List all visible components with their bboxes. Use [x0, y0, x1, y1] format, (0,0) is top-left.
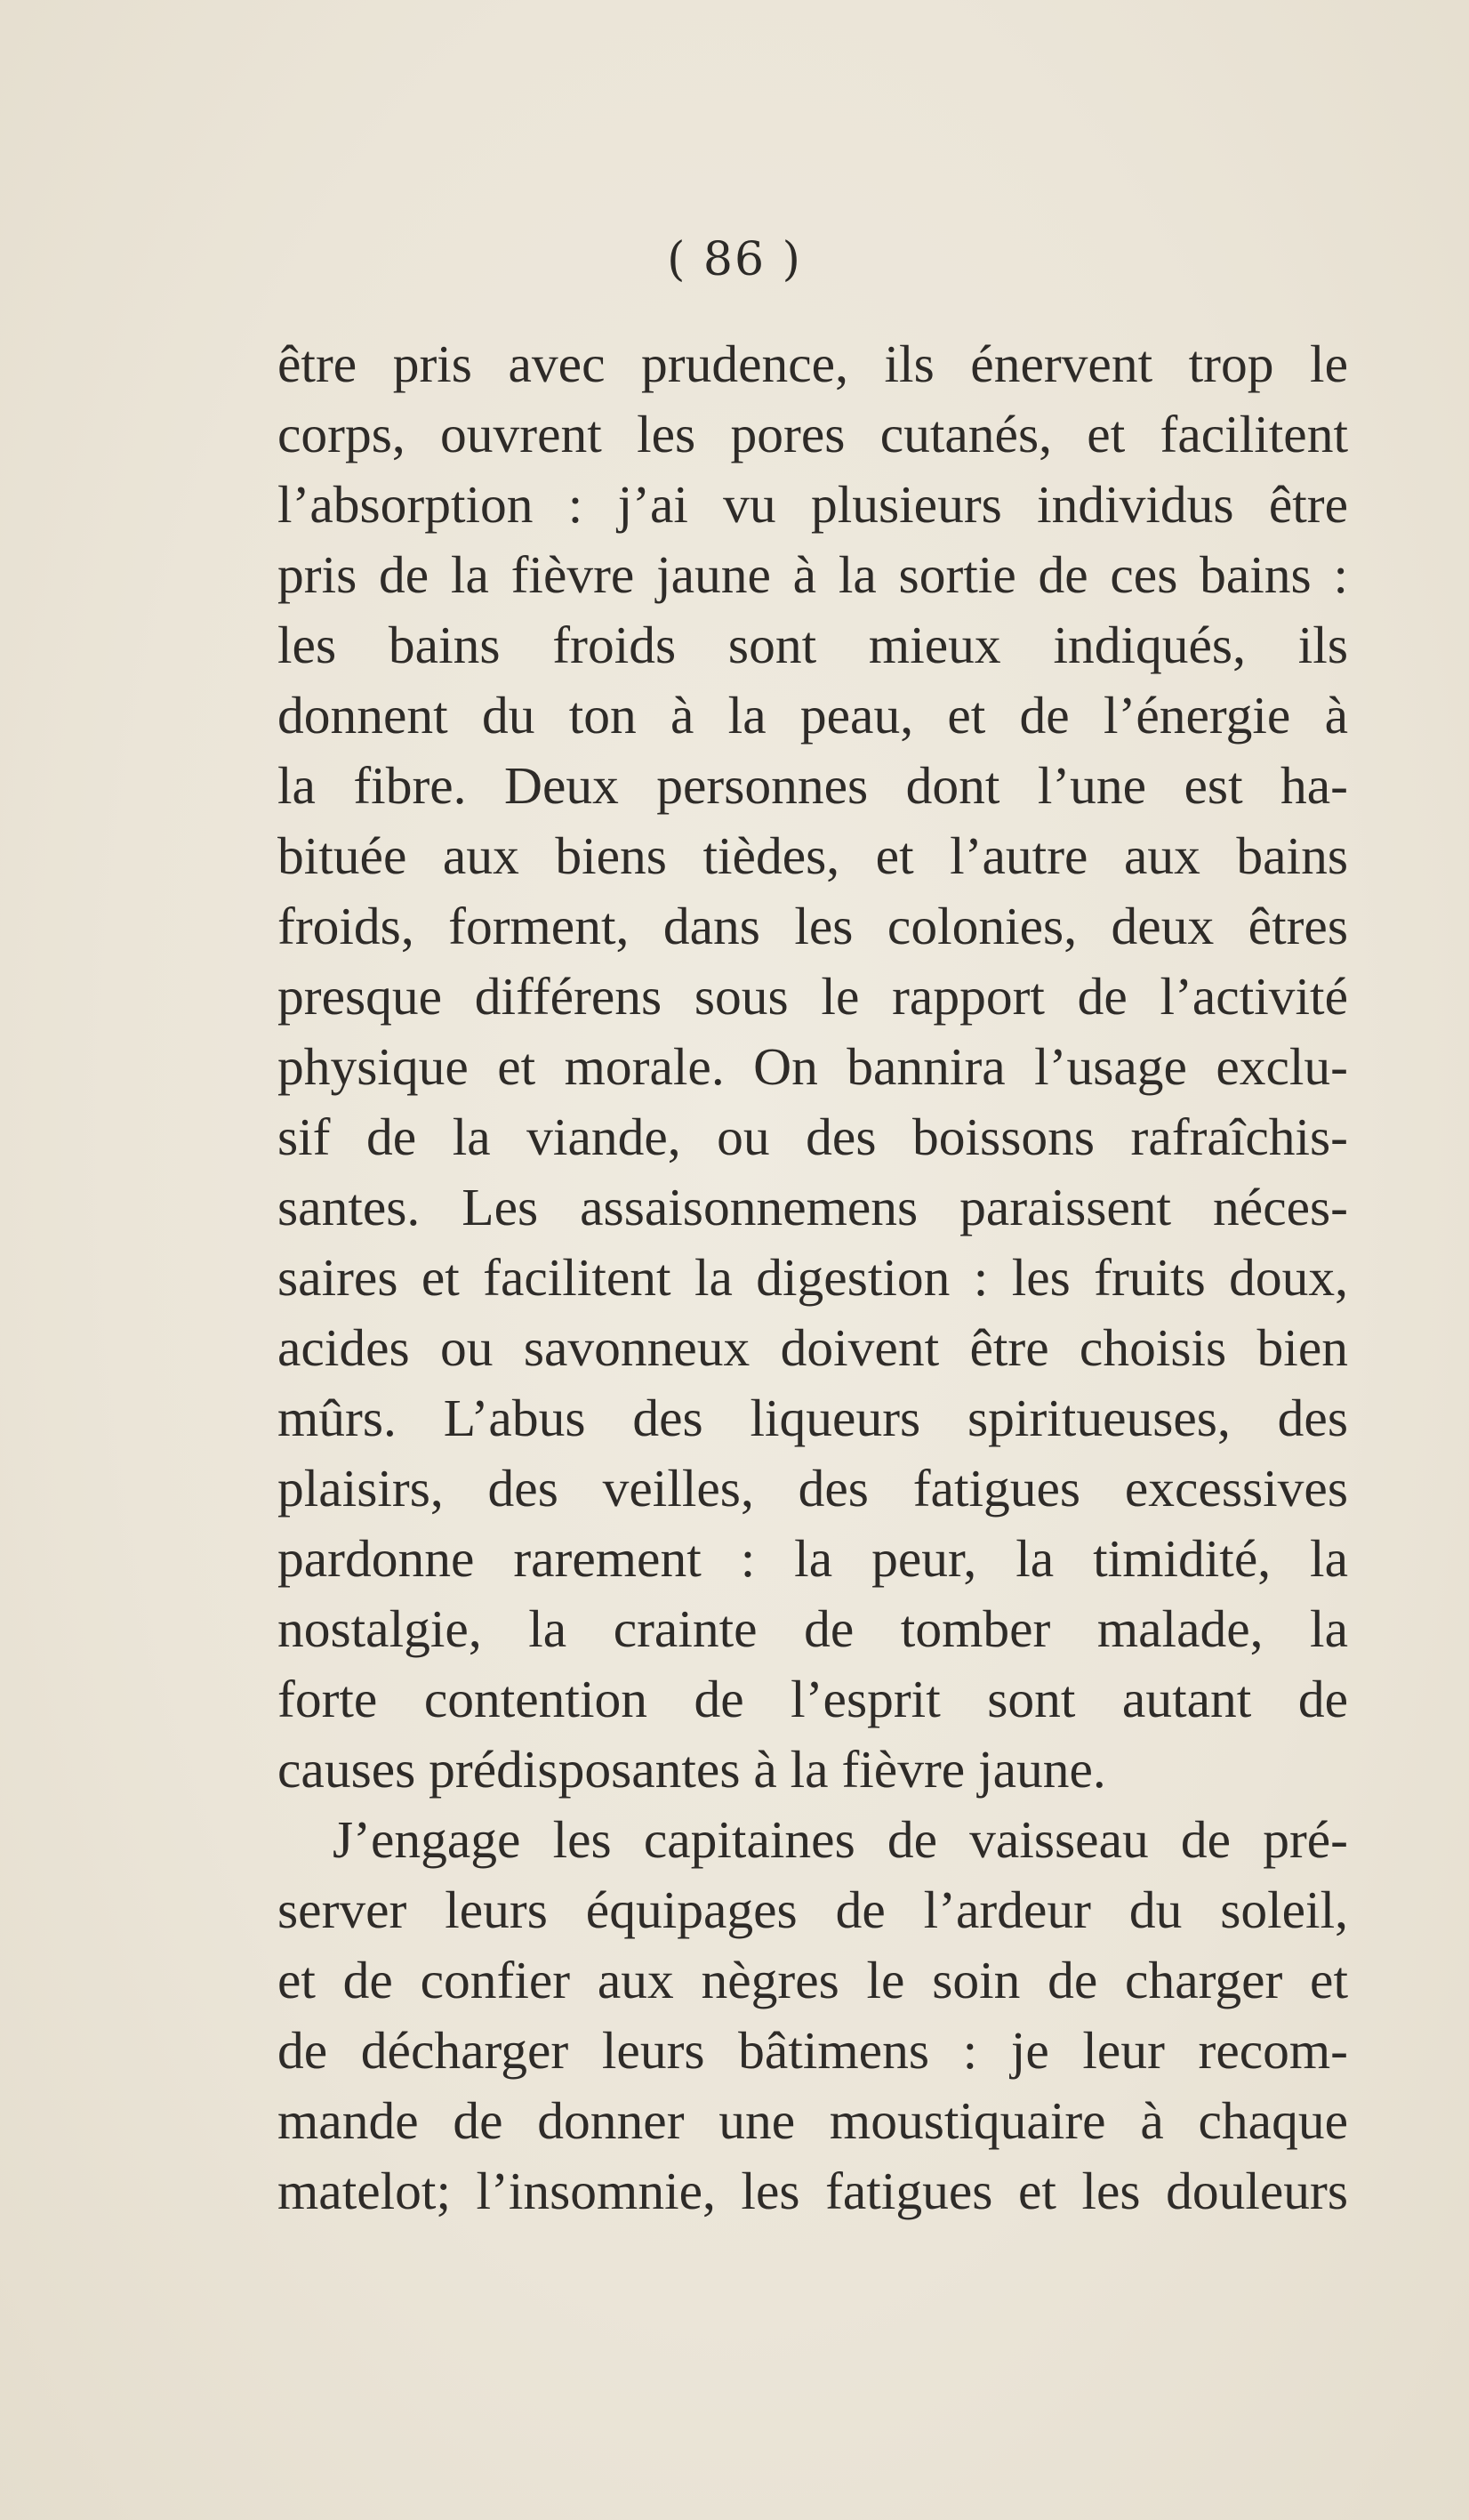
text-line: plaisirs, des veilles, des fatigues excessives	[277, 1459, 1348, 1518]
text-line: pris de la fièvre jaune à la sortie de ces bains :	[277, 545, 1348, 604]
text-line: la fibre. Deux personnes dont l’une est ha-	[277, 756, 1348, 815]
text-line: sif de la viande, ou des boissons rafraîchis-	[277, 1107, 1348, 1166]
text-line: pardonne rarement : la peur, la timidité, la	[277, 1529, 1348, 1588]
text-line: et de confier aux nègres le soin de charger et	[277, 1951, 1348, 2009]
text-line: causes prédisposantes à la fièvre jaune.	[277, 1740, 1106, 1799]
text-line: les bains froids sont mieux indiqués, ils	[277, 616, 1348, 674]
text-line: acides ou savonneux doivent être choisis bien	[277, 1318, 1348, 1377]
text-line: bituée aux biens tièdes, et l’autre aux bains	[277, 826, 1348, 885]
text-line: server leurs équipages de l’ardeur du soleil,	[277, 1880, 1348, 1939]
text-line: saires et facilitent la digestion : les fruits doux,	[277, 1248, 1348, 1307]
text-line: être pris avec prudence, ils énervent trop le	[277, 334, 1348, 393]
body-text	[277, 329, 1348, 2226]
text-line: l’absorption : j’ai vu plusieurs individus être	[277, 475, 1348, 534]
text-line: mûrs. L’abus des liqueurs spiritueuses, des	[277, 1389, 1348, 1447]
text-line: J’engage les capitaines de vaisseau de pré-	[333, 1810, 1348, 1869]
text-line: froids, forment, dans les colonies, deux êtres	[277, 897, 1348, 955]
text-line: santes. Les assaisonnemens paraissent néces-	[277, 1178, 1348, 1236]
text-line: nostalgie, la crainte de tomber malade, la	[277, 1599, 1348, 1658]
text-line: physique et morale. On bannira l’usage exclu-	[277, 1037, 1348, 1096]
text-line: presque différens sous le rapport de l’activité	[277, 967, 1348, 1026]
text-line: corps, ouvrent les pores cutanés, et facilitent	[277, 405, 1348, 463]
text-line: matelot; l’insomnie, les fatigues et les douleurs	[277, 2162, 1348, 2220]
page-number: ( 86 )	[667, 233, 802, 286]
text-line: mande de donner une moustiquaire à chaque	[277, 2091, 1348, 2150]
text-line: donnent du ton à la peau, et de l’énergie à	[277, 686, 1348, 745]
text-line: forte contention de l’esprit sont autant de	[277, 1670, 1348, 1728]
text-line: de décharger leurs bâtimens : je leur recom-	[277, 2021, 1348, 2080]
